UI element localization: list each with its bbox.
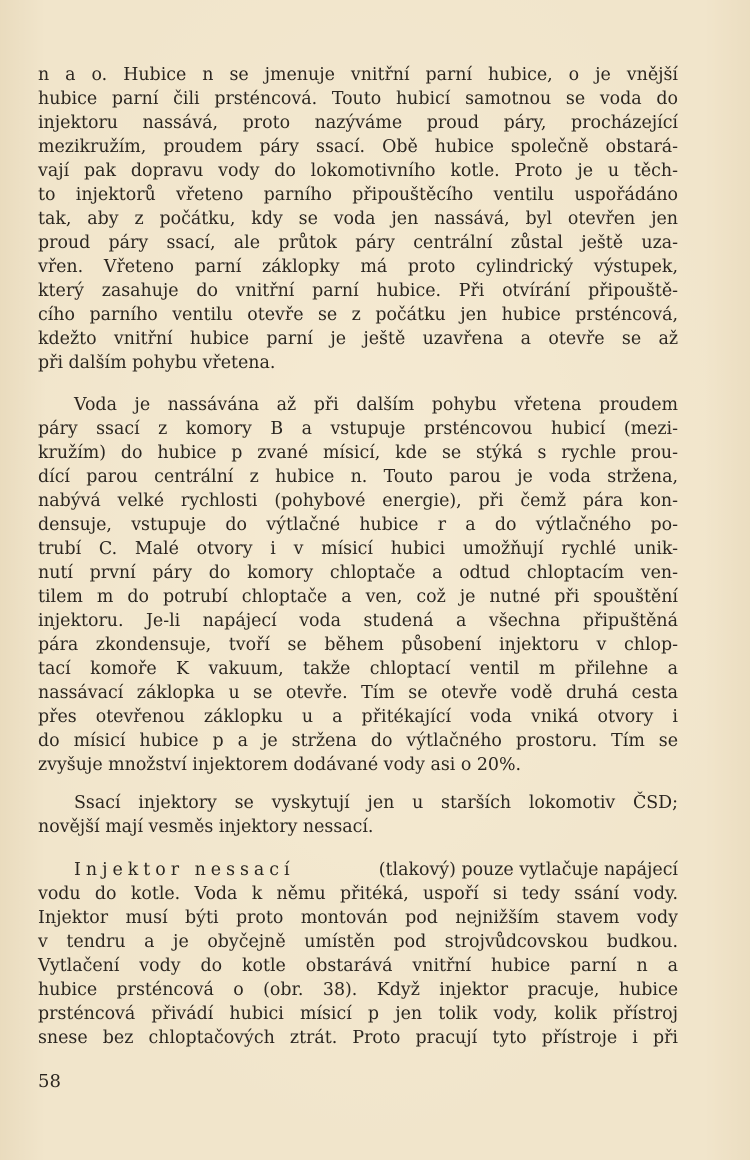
text-line: přes otevřenou záklopku u a přitékající voda vniká otvory i (38, 707, 678, 727)
text-line: Voda je nassávána až při dalším pohybu vřetena proudem (74, 395, 678, 415)
text-line: injektoru nassává, proto nazýváme proud páry, procházející (38, 113, 678, 133)
page-number: 58 (38, 1071, 61, 1092)
text-line: novější mají vesměs injektory nessací. (38, 817, 374, 837)
text-line: n a o. Hubice n se jmenuje vnitřní parní hubice, o je vnější (38, 65, 678, 85)
text-line: dící parou centrální z hubice n. Touto parou je voda stržena, (38, 467, 678, 487)
text-line: kdežto vnitřní hubice parní je ještě uzavřena a otevře se až (38, 329, 678, 349)
text-line: pára zkondensuje, tvoří se během působení injektoru v chlop- (38, 635, 678, 655)
text-line: Ssací injektory se vyskytují jen u starších lokomotiv ČSD; (74, 793, 678, 813)
text-line: v tendru a je obyčejně umístěn pod strojvůdcovskou budkou. (38, 932, 678, 952)
spaced-term: Injektor nessací (74, 860, 295, 880)
text-line: tak, aby z počátku, kdy se voda jen nassává, byl otevřen jen (38, 209, 678, 229)
text-line: vřen. Vřeteno parní záklopky má proto cylindrický výstupek, (38, 257, 678, 277)
text-line: do mísicí hubice p a je stržena do výtlačného prostoru. Tím se (38, 731, 678, 751)
text-line: mezikružím, proudem páry ssací. Obě hubice společně obstará- (38, 137, 678, 157)
text-line: hubice prsténcová o (obr. 38). Když injektor pracuje, hubice (38, 980, 678, 1000)
text-line: nabývá velké rychlosti (pohybové energie), při čemž pára kon- (38, 491, 678, 511)
text-line: tací komoře K vakuum, takže chloptací ventil m přilehne a (38, 659, 678, 679)
text-line: snese bez chloptačových ztrát. Proto pracují tyto přístroje i při (38, 1028, 678, 1048)
text-line: trubí C. Malé otvory i v mísicí hubici umožňují rychlé unik- (38, 539, 678, 559)
text-line: vají pak dopravu vody do lokomotivního kotle. Proto je u těch- (38, 161, 678, 181)
text-line: zvyšuje množství injektorem dodávané vody asi o 20%. (38, 755, 522, 775)
text-line: proud páry ssací, ale průtok páry centrální zůstal ještě uza- (38, 233, 678, 253)
text-line-rest: (tlakový) pouze vytlačuje napájecí (378, 860, 678, 880)
text-line: při dalším pohybu vřetena. (38, 353, 276, 373)
text-line: Injektor musí býti proto montován pod nejnižším stavem vody (38, 908, 678, 928)
text-line: to injektorů vřeteno parního připouštěcího ventilu uspořádáno (38, 185, 678, 205)
text-line: densuje, vstupuje do výtlačné hubice r a do výtlačného po- (38, 515, 678, 535)
text-line: prsténcová přivádí hubici mísicí p jen tolik vody, kolik přístroj (38, 1004, 678, 1024)
text-line: kružím) do hubice p zvané mísicí, kde se stýká s rychle prou- (38, 443, 678, 463)
text-line: tilem m do potrubí chloptače a ven, což je nutné při spouštění (38, 587, 678, 607)
text-line: vodu do kotle. Voda k němu přitéká, uspoří si tedy ssání vody. (38, 884, 678, 904)
text-line: hubice parní čili prsténcová. Touto hubicí samotnou se voda do (38, 89, 678, 109)
text-line: nutí první páry do komory chloptače a odtud chloptacím ven- (38, 563, 678, 583)
text-line: injektoru. Je-li napájecí voda studená a všechna připuštěná (38, 611, 678, 631)
text-line (38, 858, 678, 882)
text-line: cího parního ventilu otevře se z počátku jen hubice prsténcová, (38, 305, 678, 325)
text-line: který zasahuje do vnitřní parní hubice. Při otvírání připouště- (38, 281, 678, 301)
text-line: nassávací záklopka u se otevře. Tím se otevře vodě druhá cesta (38, 683, 678, 703)
text-line: páry ssací z komory B a vstupuje prsténcovou hubicí (mezi- (38, 419, 678, 439)
text-line: Vytlačení vody do kotle obstarává vnitřní hubice parní n a (38, 956, 678, 976)
